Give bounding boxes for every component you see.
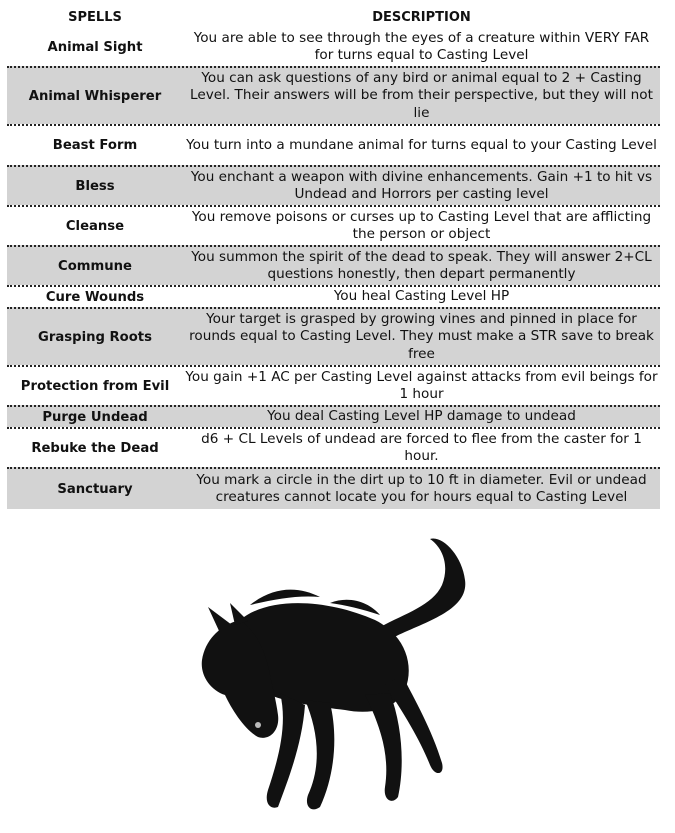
table-row xyxy=(7,66,660,124)
spell-name: Grasping Roots xyxy=(38,329,152,345)
table-row xyxy=(7,245,660,285)
spell-description: You remove poisons or curses up to Casting Level that are afflicting the person or object xyxy=(191,208,652,242)
spell-description: d6 + CL Levels of undead are forced to flee from the caster for 1 hour. xyxy=(201,430,642,464)
spell-name: Bless xyxy=(75,178,115,194)
spell-name: Purge Undead xyxy=(42,409,148,425)
spell-description: Your target is grasped by growing vines and pinned in place for rounds equal to Casting Level. They must make a STR save to break free xyxy=(189,310,654,362)
table-row xyxy=(7,467,660,509)
spell-name: Beast Form xyxy=(52,138,138,153)
spell-description: You gain +1 AC per Casting Level against attacks from evil beings for 1 hour xyxy=(185,368,658,402)
spell-description: You deal Casting Level HP damage to undead xyxy=(267,408,576,425)
table-row xyxy=(7,285,660,307)
spell-description: You turn into a mundane animal for turns equal to your Casting Level xyxy=(186,136,657,153)
spell-name: Protection from Evil xyxy=(20,378,170,394)
table-row xyxy=(7,427,660,467)
spell-name: Commune xyxy=(58,258,132,274)
spell-description: You are able to see through the eyes of a creature within VERY FAR for turns equal to Casting Level xyxy=(193,29,650,63)
table-row xyxy=(7,28,660,66)
spell-name: Sanctuary xyxy=(57,481,133,497)
spells-table xyxy=(7,6,660,509)
table-row xyxy=(7,365,660,405)
spell-description: You summon the spirit of the dead to speak. They will answer 2+CL questions honestly, then depart permanently xyxy=(191,248,652,282)
spell-description: You enchant a weapon with divine enhancements. Gain +1 to hit vs Undead and Horrors per casting level xyxy=(190,168,653,202)
wolf-illustration-icon xyxy=(180,525,490,825)
spell-description: You mark a circle in the dirt up to 10 ft in diameter. Evil or undead creatures cannot locate you for hours equal to Casting Level xyxy=(196,471,647,505)
spell-name: Cleanse xyxy=(65,218,125,234)
spell-description: You heal Casting Level HP xyxy=(333,288,510,305)
table-row xyxy=(7,307,660,365)
table-row xyxy=(7,124,660,165)
table-row xyxy=(7,165,660,205)
table-row xyxy=(7,405,660,427)
table-header xyxy=(7,6,660,28)
spell-name: Rebuke the Dead xyxy=(31,440,159,456)
spell-description: You can ask questions of any bird or animal equal to 2 + Casting Level. Their answers will be from their perspective, but they will not lie xyxy=(190,69,653,121)
spell-name: Cure Wounds xyxy=(45,289,145,305)
header-description: DESCRIPTION xyxy=(372,9,471,25)
spell-name: Animal Whisperer xyxy=(28,88,162,104)
spell-name: Animal Sight xyxy=(47,39,143,55)
table-row xyxy=(7,205,660,245)
header-spells: SPELLS xyxy=(68,9,122,25)
